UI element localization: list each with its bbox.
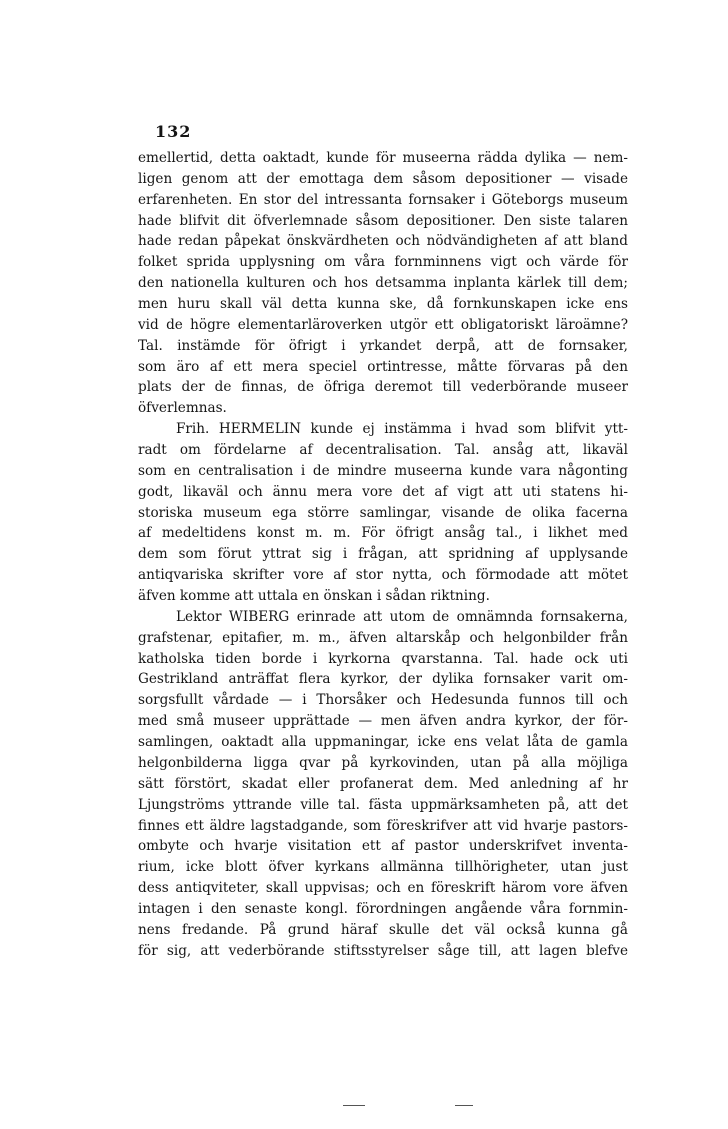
paragraph-start-line: Frih. HERMELIN kunde ej instämma i hvad som blifvit ytt- bbox=[176, 421, 628, 438]
text-line: dem som förut yttrat sig i frågan, att spridning af upplysande bbox=[138, 546, 628, 563]
text-line: Tal. instämde för öfrigt i yrkandet derpå, att de fornsaker, bbox=[138, 337, 628, 354]
paragraph-end-line: öfverlemnas. bbox=[138, 400, 227, 417]
text-line: emellertid, detta oaktadt, kunde för museerna rädda dylika — nem- bbox=[138, 150, 628, 166]
text-line: godt, likaväl och ännu mera vore det af vigt att uti statens hi- bbox=[138, 483, 628, 500]
text-line: erfarenheten. En stor del intressanta fornsaker i Göteborgs museum bbox=[138, 191, 628, 208]
text-line: storiska museum ega större samlingar, visande de olika facerna bbox=[138, 504, 628, 521]
text-line: plats der de finnas, de öfriga deremot till vederbörande museer bbox=[138, 379, 628, 396]
text-line: Gestrikland anträffat flera kyrkor, der dylika fornsaker varit om- bbox=[138, 671, 628, 688]
text-line: grafstenar, epitafier, m. m., äfven altarskåp och helgonbilder från bbox=[138, 629, 628, 646]
page-number: 132 bbox=[155, 122, 192, 141]
text-line: intagen i den senaste kongl. förordningen angående våra fornmin- bbox=[138, 900, 628, 917]
text-line: ombyte och hvarje visitation ett af pastor underskrifvet inventa- bbox=[138, 838, 628, 855]
text-line: af medeltidens konst m. m. För öfrigt ansåg tal., i likhet med bbox=[138, 525, 628, 542]
paragraph-end-line: äfven komme att uttala en önskan i sådan riktning. bbox=[138, 588, 490, 605]
text-line: nens fredande. På grund häraf skulle det väl också kunna gå bbox=[138, 921, 628, 938]
text-line: som äro af ett mera speciel ortintresse, måtte förvaras på den bbox=[138, 358, 628, 375]
text-line: hade blifvit dit öfverlemnade såsom depositioner. Den siste talaren bbox=[138, 212, 628, 229]
bottom-rule-mark bbox=[343, 1105, 365, 1106]
text-line: för sig, att vederbörande stiftsstyrelser såge till, att lagen blefve bbox=[138, 942, 628, 959]
text-line: katholska tiden borde i kyrkorna qvarstanna. Tal. hade ock uti bbox=[138, 650, 628, 667]
text-line: ligen genom att der emottaga dem såsom depositioner — visade bbox=[138, 170, 628, 187]
text-line: Ljungströms yttrande ville tal. fästa uppmärksamheten på, att det bbox=[138, 796, 628, 813]
paragraph-start-line: Lektor WIBERG erinrade att utom de omnämnda fornsakerna, bbox=[176, 608, 628, 625]
text-line: samlingen, oaktadt alla uppmaningar, icke ens velat låta de gamla bbox=[138, 734, 628, 751]
text-line: rium, icke blott öfver kyrkans allmänna tillhörigheter, utan just bbox=[138, 859, 628, 876]
text-line: hade redan påpekat önskvärdheten och nödvändigheten af att bland bbox=[138, 233, 628, 250]
text-line: folket sprida upplysning om våra fornminnens vigt och värde för bbox=[138, 254, 628, 271]
text-line: sorgsfullt vårdade — i Thorsåker och Hedesunda funnos till och bbox=[138, 692, 628, 709]
text-line: dess antiqviteter, skall uppvisas; och en föreskrift härom vore äfven bbox=[138, 880, 628, 897]
text-line: den nationella kulturen och hos detsamma inplanta kärlek till dem; bbox=[138, 275, 628, 292]
text-line: med små museer upprättade — men äfven andra kyrkor, der för- bbox=[138, 713, 628, 730]
text-line: men huru skall väl detta kunna ske, då fornkunskapen icke ens bbox=[138, 296, 628, 313]
text-line: vid de högre elementarläroverken utgör ett obligatoriskt läroämne? bbox=[138, 316, 628, 333]
text-line: radt om fördelarne af decentralisation. Tal. ansåg att, likaväl bbox=[138, 442, 628, 459]
text-line: antiqvariska skrifter vore af stor nytta, och förmodade att mötet bbox=[138, 567, 628, 584]
bottom-rule-mark bbox=[455, 1105, 473, 1106]
text-line: helgonbilderna ligga qvar på kyrkovinden, utan på alla möjliga bbox=[138, 754, 628, 771]
text-line: finnes ett äldre lagstadgande, som föreskrifver att vid hvarje pastors- bbox=[138, 817, 628, 834]
body-text bbox=[138, 148, 628, 962]
text-line: som en centralisation i de mindre museerna kunde vara någonting bbox=[138, 462, 628, 479]
text-line: sätt förstört, skadat eller profanerat dem. Med anledning af hr bbox=[138, 775, 628, 792]
